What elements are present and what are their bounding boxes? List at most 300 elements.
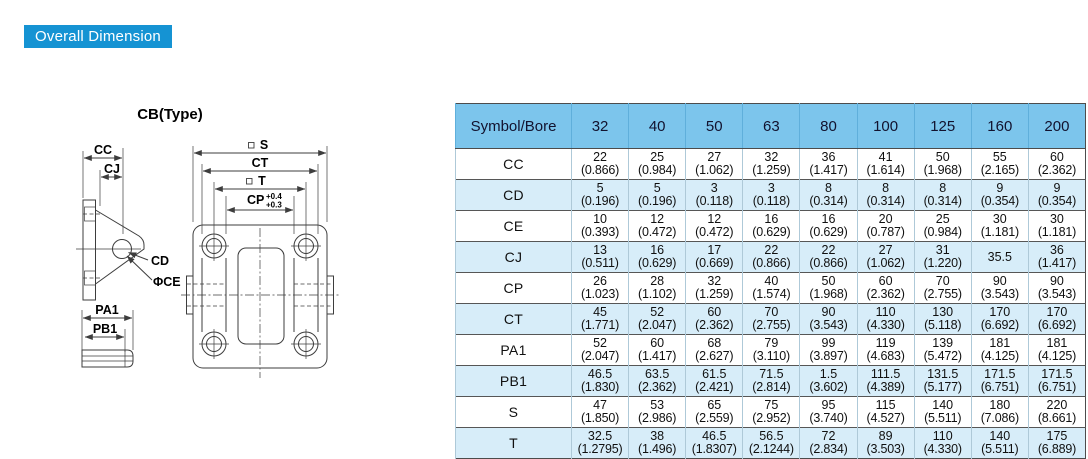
value-mm: 36 [821, 150, 836, 164]
dim-cell [1028, 242, 1085, 273]
dim-cell [686, 335, 743, 366]
dim-label-cc: CC [93, 143, 113, 157]
dim-cell [743, 428, 800, 459]
header-row [456, 104, 1086, 149]
value-inch: (2.1244) [748, 442, 794, 456]
value-inch: (5.472) [923, 349, 962, 363]
dim-cell [914, 149, 971, 180]
value-mm: 60 [650, 336, 665, 350]
dim-label-ce: ΦCE [153, 275, 181, 289]
value-mm: 65 [707, 398, 722, 412]
dim-cell [629, 397, 686, 428]
dim-cell [971, 428, 1028, 459]
value-mm: 27 [707, 150, 722, 164]
section-badge: Overall Dimension [24, 25, 172, 48]
value-inch: (0.472) [638, 225, 677, 239]
dim-cell [971, 335, 1028, 366]
dim-cell [800, 366, 857, 397]
value-inch: (1.023) [580, 287, 620, 301]
dim-cell [686, 397, 743, 428]
bore-header: 200 [1028, 104, 1085, 149]
value-inch: (2.362) [695, 318, 734, 332]
dim-cell [743, 335, 800, 366]
cb-type-diagram [50, 85, 400, 435]
value-inch: (8.661) [1037, 411, 1077, 425]
value-inch: (4.527) [866, 411, 905, 425]
value-inch: (2.047) [638, 318, 677, 332]
value-mm: 3 [767, 181, 775, 195]
dim-cell [572, 149, 629, 180]
value-mm: 175 [1046, 429, 1068, 443]
value-mm: 27 [878, 243, 893, 257]
value-inch: (0.354) [980, 194, 1019, 208]
symbol-cell: CD [456, 180, 572, 211]
value-mm: 79 [764, 336, 779, 350]
bore-header: 40 [629, 104, 686, 149]
value-inch: (1.181) [980, 225, 1019, 239]
dim-cell [572, 428, 629, 459]
dim-cell [572, 335, 629, 366]
dim-cell [686, 304, 743, 335]
value-inch: (4.125) [1037, 349, 1077, 363]
value-mm: 60 [878, 274, 893, 288]
value-mm: 171.5 [1041, 367, 1073, 381]
dim-label-cp: CP [247, 193, 265, 207]
value-mm: 8 [939, 181, 947, 195]
dim-cell [686, 428, 743, 459]
dim-cell [857, 366, 914, 397]
bore-header: 50 [686, 104, 743, 149]
value-mm: 46.5 [587, 367, 613, 381]
dim-cell [914, 211, 971, 242]
value-mm: 61.5 [702, 367, 727, 381]
dim-cell [857, 335, 914, 366]
dim-cell [914, 242, 971, 273]
value-mm: 5 [653, 181, 661, 195]
value-mm: 8 [825, 181, 832, 195]
symbol-cell: CC [456, 149, 572, 180]
value-inch: (4.389) [866, 380, 905, 394]
dim-cell [800, 335, 857, 366]
value-inch: (5.177) [923, 380, 962, 394]
drawing-lines [76, 143, 339, 379]
value-mm: 35.5 [987, 249, 1012, 264]
value-mm: 17 [707, 243, 722, 257]
value-inch: (0.118) [752, 194, 791, 208]
dim-cell [743, 180, 800, 211]
value-mm: 95 [821, 398, 836, 412]
value-inch: (0.629) [752, 225, 791, 239]
value-inch: (0.629) [809, 225, 848, 239]
value-inch: (4.683) [866, 349, 905, 363]
dim-cell [971, 304, 1028, 335]
value-mm: 46.5 [702, 429, 727, 443]
dim-cell [572, 366, 629, 397]
value-mm: 72 [821, 429, 836, 443]
dim-cell [971, 366, 1028, 397]
dim-cell [1028, 335, 1085, 366]
value-inch: (1.830) [580, 380, 620, 394]
value-inch: (0.984) [923, 225, 962, 239]
value-inch: (1.417) [638, 349, 677, 363]
value-inch: (5.511) [924, 411, 962, 425]
dim-cell [686, 180, 743, 211]
value-inch: (0.196) [638, 194, 677, 208]
value-inch: (1.259) [752, 163, 791, 177]
value-inch: (4.330) [923, 442, 962, 456]
symbol-cell: PB1 [456, 366, 572, 397]
value-inch: (6.692) [1037, 318, 1077, 332]
value-mm: 1.5 [819, 367, 838, 381]
symbol-bore-header: Symbol/Bore [456, 104, 572, 149]
square-symbol [247, 179, 253, 185]
diagram-labels [93, 106, 283, 336]
value-mm: 13 [593, 243, 607, 257]
dim-cell [857, 180, 914, 211]
bore-header: 80 [800, 104, 857, 149]
value-inch: (5.511) [981, 442, 1019, 456]
square-symbol [249, 143, 255, 149]
value-mm: 90 [992, 274, 1007, 288]
bore-header: 125 [914, 104, 971, 149]
dimension-row [456, 428, 1086, 459]
dim-label-t: T [258, 174, 266, 188]
value-mm: 30 [1049, 212, 1064, 226]
dim-cell [800, 149, 857, 180]
dim-cell [686, 366, 743, 397]
bore-header: 160 [971, 104, 1028, 149]
dim-cell [857, 273, 914, 304]
dim-cell [1028, 149, 1085, 180]
value-inch: (3.543) [980, 287, 1019, 301]
dim-label-cd: CD [151, 254, 170, 268]
dim-cell [743, 397, 800, 428]
dim-cell [857, 211, 914, 242]
dim-cell [629, 273, 686, 304]
value-mm: 16 [764, 212, 779, 226]
dim-cell [629, 211, 686, 242]
cp-tolerance-upper: +0.4 [266, 192, 282, 201]
value-mm: 170 [1046, 305, 1068, 319]
value-mm: 70 [764, 305, 779, 319]
bore-header: 32 [572, 104, 629, 149]
value-inch: (2.559) [695, 411, 734, 425]
value-mm: 31 [935, 243, 950, 257]
dim-cell [1028, 366, 1085, 397]
value-mm: 25 [935, 212, 950, 226]
value-inch: (2.362) [866, 287, 905, 301]
value-inch: (6.889) [1037, 442, 1077, 456]
value-inch: (1.2795) [577, 442, 623, 456]
dim-cell [629, 335, 686, 366]
dim-label-pb1: PB1 [92, 322, 118, 336]
value-inch: (4.330) [866, 318, 905, 332]
value-mm: 5 [596, 181, 604, 195]
dim-cell [743, 149, 800, 180]
value-mm: 3 [710, 181, 718, 195]
value-inch: (2.814) [752, 380, 791, 394]
symbol-cell: CE [456, 211, 572, 242]
dimension-table [455, 103, 1086, 459]
dim-cell [800, 242, 857, 273]
value-inch: (7.086) [980, 411, 1019, 425]
value-mm: 9 [996, 181, 1004, 195]
dim-cell [857, 428, 914, 459]
value-mm: 181 [1046, 336, 1068, 350]
value-mm: 60 [1049, 150, 1064, 164]
dim-cell [857, 304, 914, 335]
value-inch: (2.421) [695, 380, 734, 394]
value-inch: (0.629) [638, 256, 677, 270]
dim-cell [686, 211, 743, 242]
value-inch: (2.362) [638, 380, 677, 394]
dimension-row [456, 366, 1086, 397]
dim-cell [857, 397, 914, 428]
value-mm: 10 [593, 212, 607, 226]
value-inch: (0.118) [695, 194, 733, 208]
value-mm: 181 [989, 336, 1011, 350]
dim-cell [629, 149, 686, 180]
value-mm: 60 [707, 305, 722, 319]
dim-cell [914, 335, 971, 366]
symbol-cell: PA1 [456, 335, 572, 366]
dim-label-pa1: PA1 [95, 303, 119, 317]
value-mm: 20 [878, 212, 893, 226]
dim-cell [800, 397, 857, 428]
value-inch: (1.614) [866, 163, 905, 177]
value-mm: 140 [932, 398, 954, 412]
value-inch: (4.125) [980, 349, 1019, 363]
dim-cell [572, 273, 629, 304]
value-inch: (1.417) [809, 163, 848, 177]
value-inch: (0.314) [809, 194, 848, 208]
value-mm: 25 [650, 150, 665, 164]
value-inch: (1.062) [695, 163, 734, 177]
dim-cell [572, 242, 629, 273]
value-mm: 9 [1053, 181, 1061, 195]
ce-leader-arrow [127, 256, 152, 280]
value-inch: (0.314) [923, 194, 962, 208]
value-inch: (1.496) [638, 442, 677, 456]
value-inch: (2.362) [1037, 163, 1077, 177]
value-inch: (2.986) [638, 411, 677, 425]
value-inch: (3.740) [809, 411, 848, 425]
dim-cell [629, 366, 686, 397]
value-mm: 47 [593, 398, 607, 412]
value-mm: 8 [882, 181, 890, 195]
value-mm: 180 [989, 398, 1011, 412]
value-inch: (2.627) [695, 349, 734, 363]
value-mm: 50 [935, 150, 950, 164]
dim-cell [572, 304, 629, 335]
dim-cell [857, 149, 914, 180]
value-inch: (3.543) [1037, 287, 1077, 301]
dimension-row [456, 242, 1086, 273]
value-inch: (3.897) [809, 349, 848, 363]
value-mm: 22 [764, 243, 779, 257]
value-inch: (1.968) [809, 287, 848, 301]
dim-cell [857, 242, 914, 273]
value-mm: 90 [1049, 274, 1064, 288]
dim-cell [800, 180, 857, 211]
value-inch: (1.574) [752, 287, 791, 301]
dim-cell [971, 180, 1028, 211]
value-mm: 90 [821, 305, 836, 319]
symbol-cell: S [456, 397, 572, 428]
value-inch: (2.165) [980, 163, 1019, 177]
value-mm: 71.5 [759, 367, 784, 381]
value-inch: (1.417) [1037, 256, 1077, 270]
value-mm: 131.5 [927, 367, 959, 381]
value-mm: 171.5 [984, 367, 1016, 381]
value-mm: 26 [593, 274, 607, 288]
dim-cell [914, 366, 971, 397]
value-mm: 56.5 [759, 429, 784, 443]
symbol-cell: CT [456, 304, 572, 335]
dim-cell [743, 304, 800, 335]
value-mm: 41 [878, 150, 893, 164]
dim-cell [914, 273, 971, 304]
dimension-row [456, 149, 1086, 180]
value-inch: (2.952) [752, 411, 791, 425]
value-mm: 45 [593, 305, 607, 319]
dim-cell [971, 273, 1028, 304]
bore-header: 63 [743, 104, 800, 149]
dim-cell [971, 149, 1028, 180]
value-inch: (0.196) [580, 194, 620, 208]
value-inch: (1.220) [923, 256, 962, 270]
dimension-row [456, 180, 1086, 211]
dim-cell [800, 211, 857, 242]
value-mm: 75 [764, 398, 779, 412]
value-inch: (0.472) [695, 225, 734, 239]
value-mm: 119 [875, 336, 896, 350]
value-mm: 111.5 [870, 367, 901, 381]
value-inch: (5.118) [924, 318, 962, 332]
value-inch: (1.850) [580, 411, 620, 425]
value-inch: (1.102) [638, 287, 677, 301]
value-mm: 22 [821, 243, 836, 257]
value-mm: 170 [989, 305, 1011, 319]
dim-cell [971, 397, 1028, 428]
dim-cell [914, 397, 971, 428]
dim-cell [686, 273, 743, 304]
value-mm: 50 [821, 274, 836, 288]
value-inch: (3.110) [752, 349, 791, 363]
dim-cell [629, 304, 686, 335]
value-mm: 68 [707, 336, 722, 350]
value-inch: (2.047) [580, 349, 620, 363]
value-inch: (1.062) [866, 256, 905, 270]
value-mm: 139 [932, 336, 954, 350]
value-mm: 89 [878, 429, 893, 443]
value-inch: (0.511) [581, 256, 619, 270]
value-mm: 52 [593, 336, 607, 350]
value-inch: (0.669) [695, 256, 734, 270]
dimension-row [456, 397, 1086, 428]
value-inch: (6.751) [1037, 380, 1077, 394]
value-inch: (0.866) [752, 256, 791, 270]
dim-cell [800, 273, 857, 304]
dim-cell [800, 428, 857, 459]
value-inch: (2.755) [752, 318, 791, 332]
dim-cell [914, 180, 971, 211]
value-mm: 220 [1046, 398, 1068, 412]
dim-cell [629, 180, 686, 211]
value-inch: (2.834) [809, 442, 848, 456]
value-mm: 53 [650, 398, 665, 412]
value-inch: (1.771) [580, 318, 620, 332]
dim-cell [1028, 397, 1085, 428]
value-inch: (0.314) [866, 194, 905, 208]
symbol-cell: CJ [456, 242, 572, 273]
dim-cell [1028, 428, 1085, 459]
dim-cell [629, 428, 686, 459]
value-mm: 110 [932, 429, 953, 443]
value-mm: 22 [593, 150, 607, 164]
value-mm: 28 [650, 274, 665, 288]
dim-label-ct: CT [251, 156, 269, 170]
value-mm: 110 [875, 305, 896, 319]
value-mm: 32.5 [587, 429, 613, 443]
value-inch: (0.354) [1037, 194, 1077, 208]
value-inch: (0.866) [580, 163, 620, 177]
dim-cell [572, 397, 629, 428]
value-mm: 52 [650, 305, 665, 319]
cp-tolerance-lower: +0.3 [266, 200, 282, 210]
dim-cell [1028, 273, 1085, 304]
dim-cell [743, 273, 800, 304]
value-mm: 32 [707, 274, 722, 288]
value-mm: 130 [932, 305, 954, 319]
dim-label-cj: CJ [104, 162, 120, 176]
value-mm: 30 [992, 212, 1007, 226]
value-inch: (1.968) [923, 163, 962, 177]
value-inch: (1.8307) [691, 442, 737, 456]
value-inch: (2.755) [923, 287, 962, 301]
dim-cell [1028, 180, 1085, 211]
value-mm: 99 [821, 336, 836, 350]
dim-cell [743, 211, 800, 242]
dimension-row [456, 304, 1086, 335]
value-mm: 140 [989, 429, 1011, 443]
dim-cell [743, 366, 800, 397]
value-mm: 40 [764, 274, 779, 288]
dim-cell [686, 149, 743, 180]
value-mm: 12 [650, 212, 665, 226]
value-inch: (1.181) [1037, 225, 1077, 239]
diagram-title: CB(Type) [137, 106, 203, 123]
dim-cell [572, 211, 629, 242]
symbol-cell: T [456, 428, 572, 459]
dim-cell [1028, 211, 1085, 242]
dim-cell [572, 180, 629, 211]
value-mm: 115 [875, 398, 896, 412]
dim-cell [971, 211, 1028, 242]
value-inch: (0.984) [638, 163, 677, 177]
value-mm: 16 [821, 212, 836, 226]
dim-cell [1028, 304, 1085, 335]
value-mm: 12 [707, 212, 722, 226]
dim-label-s: S [259, 138, 269, 152]
value-mm: 32 [764, 150, 779, 164]
value-inch: (3.543) [809, 318, 848, 332]
value-inch: (6.751) [980, 380, 1019, 394]
dim-cell [800, 304, 857, 335]
value-inch: (6.692) [980, 318, 1019, 332]
value-inch: (3.602) [809, 380, 848, 394]
dim-cell [743, 242, 800, 273]
